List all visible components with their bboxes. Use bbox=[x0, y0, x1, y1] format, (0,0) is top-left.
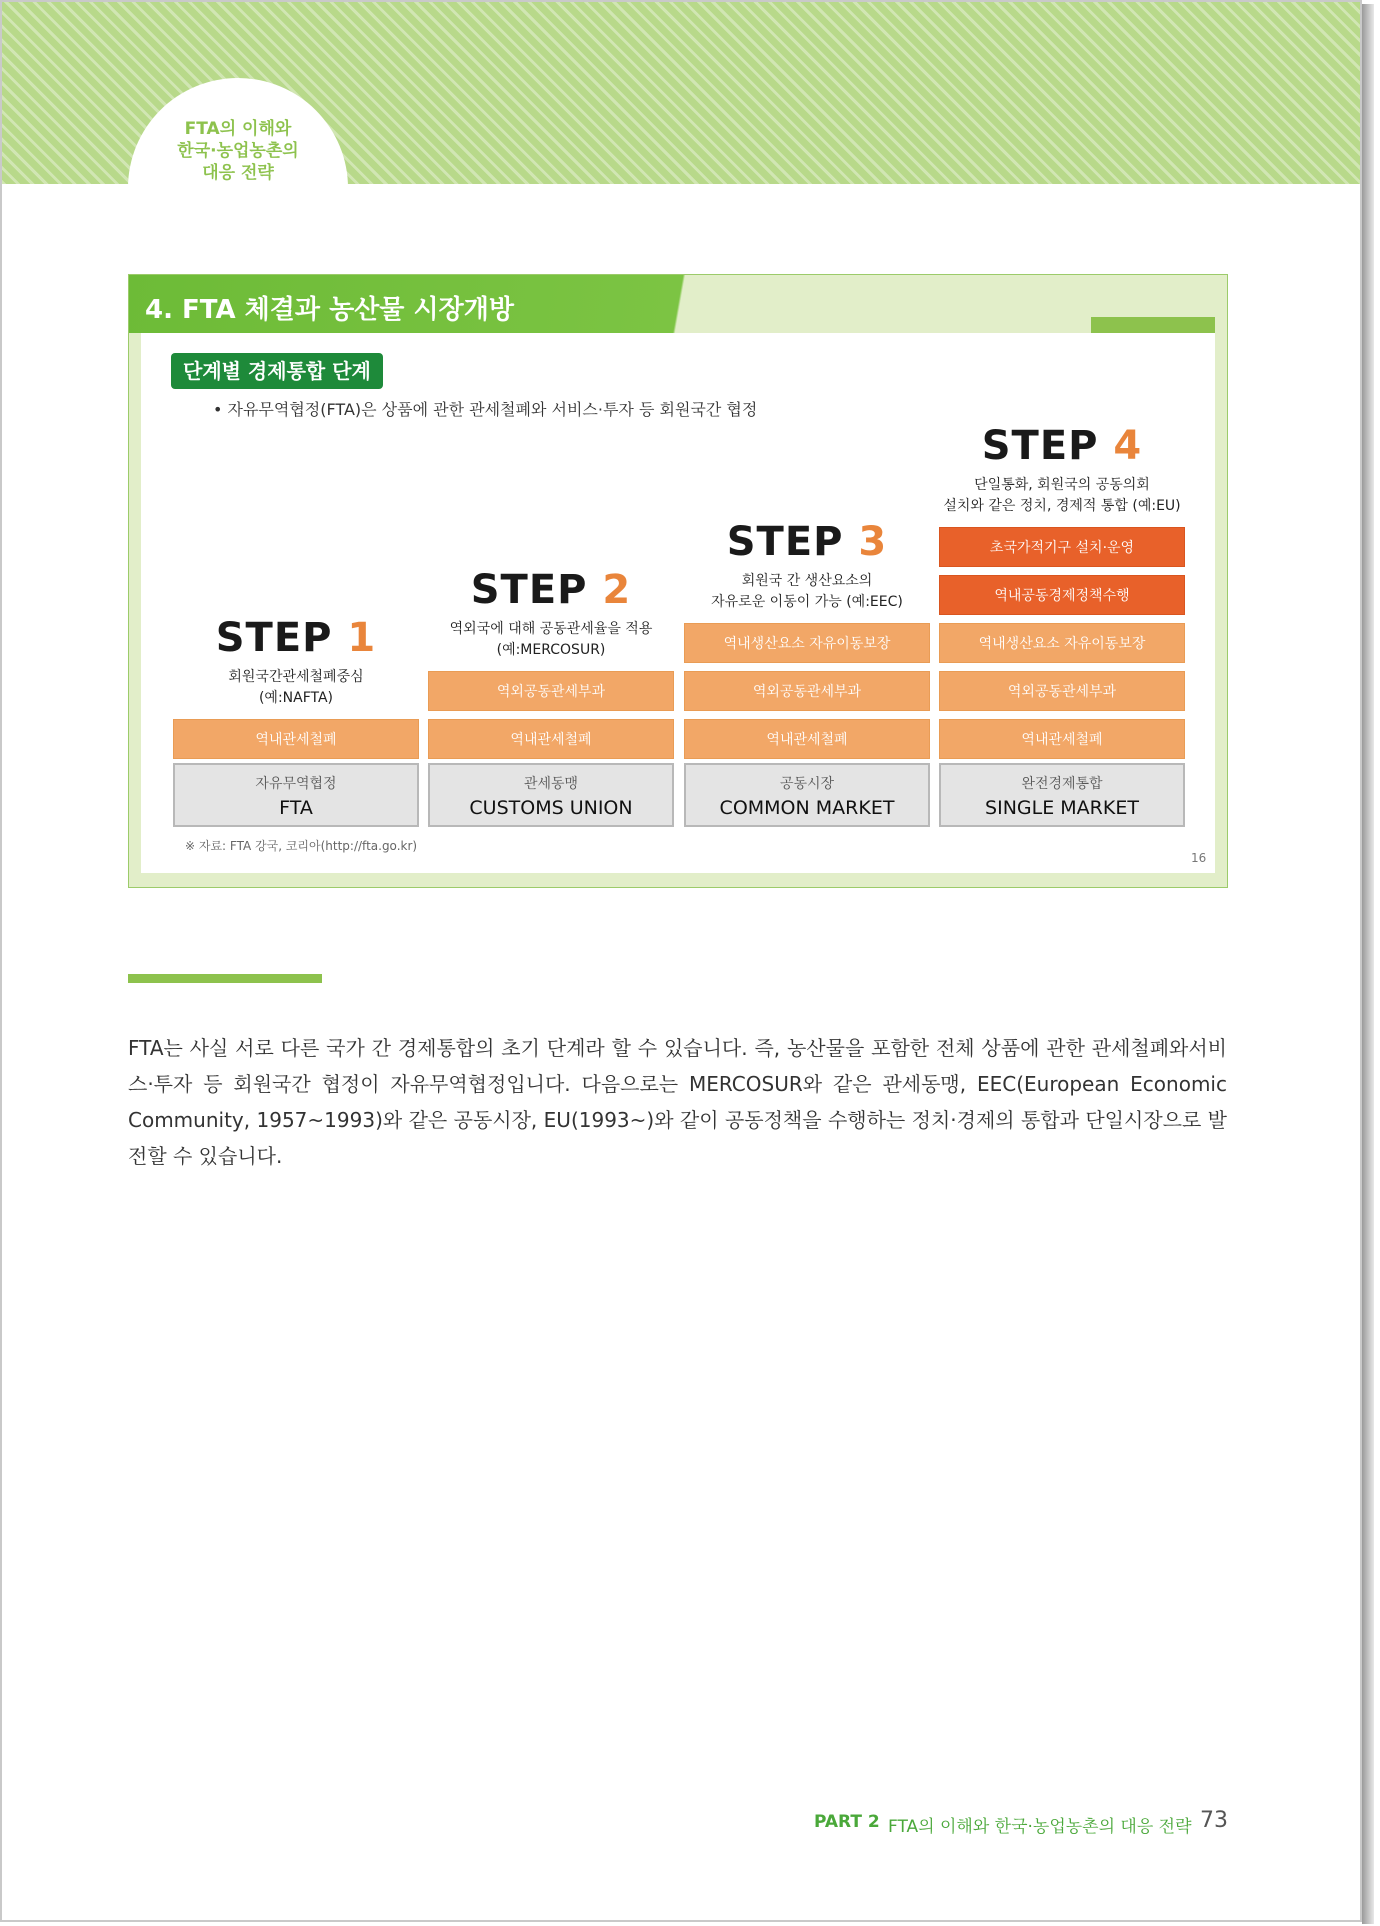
step-4-base-english: SINGLE MARKET bbox=[985, 797, 1139, 819]
step-3-block: 역외공동관세부과 bbox=[684, 671, 930, 711]
step-4-block: 역내관세철폐 bbox=[939, 719, 1185, 759]
step-4-description bbox=[932, 475, 1192, 517]
step-2-block: 역외공동관세부과 bbox=[428, 671, 674, 711]
step-number: 1 bbox=[347, 615, 377, 661]
step-2-base bbox=[428, 763, 674, 827]
step-4-block: 초국가적기구 설치·운영 bbox=[939, 527, 1185, 567]
step-word: STEP bbox=[215, 615, 333, 661]
step-3-base-english: COMMON MARKET bbox=[719, 797, 895, 819]
step-4-block: 역외공동관세부과 bbox=[939, 671, 1185, 711]
step-1-title bbox=[171, 615, 421, 661]
step-1-description-line: 회원국간관세철폐중심 bbox=[228, 669, 364, 685]
step-2-block: 역내관세철폐 bbox=[428, 719, 674, 759]
step-2-base-korean: 관세동맹 bbox=[523, 776, 579, 792]
step-number: 4 bbox=[1113, 423, 1143, 469]
page-edge-shadow bbox=[1362, 4, 1374, 1924]
section-rule bbox=[128, 974, 322, 983]
step-4-block: 역내생산요소 자유이동보장 bbox=[939, 623, 1185, 663]
step-1-base-korean: 자유무역협정 bbox=[255, 776, 337, 792]
step-4-base bbox=[939, 763, 1185, 827]
step-4-description-line: 설치와 같은 정치, 경제적 통합 (예:EU) bbox=[943, 498, 1181, 514]
slide-body bbox=[141, 333, 1215, 873]
step-4-base-korean: 완전경제통합 bbox=[1021, 776, 1103, 792]
chapter-title-line: FTA의 이해와 bbox=[184, 119, 292, 139]
step-3-block: 역내관세철폐 bbox=[684, 719, 930, 759]
step-1-base bbox=[173, 763, 419, 827]
chapter-title-line: 대응 전략 bbox=[202, 163, 274, 183]
step-3-base-korean: 공동시장 bbox=[779, 776, 835, 792]
slide-figure bbox=[128, 274, 1228, 888]
step-3-description-line: 회원국 간 생산요소의 bbox=[741, 573, 873, 589]
chapter-title bbox=[128, 118, 348, 184]
step-4-description-line: 단일통화, 회원국의 공동의회 bbox=[974, 477, 1150, 493]
slide-title: 4. FTA 체결과 농산물 시장개방 bbox=[145, 295, 514, 325]
step-1-description bbox=[166, 667, 426, 709]
slide-page-number: 16 bbox=[1191, 851, 1207, 865]
step-4-block: 역내공동경제정책수행 bbox=[939, 575, 1185, 615]
step-2-description-line: (예:MERCOSUR) bbox=[496, 642, 606, 658]
step-word: STEP bbox=[470, 567, 588, 613]
footer-page-number: 73 bbox=[1200, 1808, 1228, 1833]
slide-accent-bar bbox=[1091, 317, 1215, 333]
step-1-description-line: (예:NAFTA) bbox=[258, 690, 334, 706]
step-3-title bbox=[682, 519, 932, 565]
step-3-description bbox=[677, 571, 937, 613]
step-2-description bbox=[421, 619, 681, 661]
step-number: 3 bbox=[858, 519, 888, 565]
footer-part: PART 2 bbox=[814, 1812, 880, 1832]
step-word: STEP bbox=[726, 519, 844, 565]
step-2-base-english: CUSTOMS UNION bbox=[469, 797, 633, 819]
step-2-description-line: 역외국에 대해 공동관세율을 적용 bbox=[449, 621, 653, 637]
step-4-title bbox=[937, 423, 1187, 469]
step-word: STEP bbox=[981, 423, 1099, 469]
footer-title: FTA의 이해와 한국·농업농촌의 대응 전략 bbox=[888, 1817, 1192, 1837]
slide-subtitle: 단계별 경제통합 단계 bbox=[171, 353, 383, 389]
step-2-title bbox=[426, 567, 676, 613]
step-1-base-english: FTA bbox=[279, 797, 313, 819]
slide-bullet: • 자유무역협정(FTA)은 상품에 관한 관세철폐와 서비스·투자 등 회원국간 협정 bbox=[213, 400, 758, 419]
step-3-description-line: 자유로운 이동이 가능 (예:EEC) bbox=[711, 594, 903, 610]
step-3-block: 역내생산요소 자유이동보장 bbox=[684, 623, 930, 663]
step-number: 2 bbox=[602, 567, 632, 613]
chapter-title-line: 한국·농업농촌의 bbox=[177, 141, 299, 161]
body-paragraph: FTA는 사실 서로 다른 국가 간 경제통합의 초기 단계라 할 수 있습니다. 즉, 농산물을 포함한 전체 상품에 관한 관세철폐와서비스·투자 등 회원국간 협정이 자유무역협정입니다. 다음으로는 MERCOSUR와 같은 관세동맹, EEC(European Economic Community, 1957~1993)와 같은 공동시장, EU(1993~)와 같이 공동정책을 수행하는 정치·경제의 통합과 단일시장으로 발전할 수 있습니다. bbox=[128, 1036, 1227, 1168]
source-note: ※ 자료: FTA 강국, 코리아(http://fta.go.kr) bbox=[185, 839, 418, 853]
step-1-block: 역내관세철폐 bbox=[173, 719, 419, 759]
step-3-base bbox=[684, 763, 930, 827]
